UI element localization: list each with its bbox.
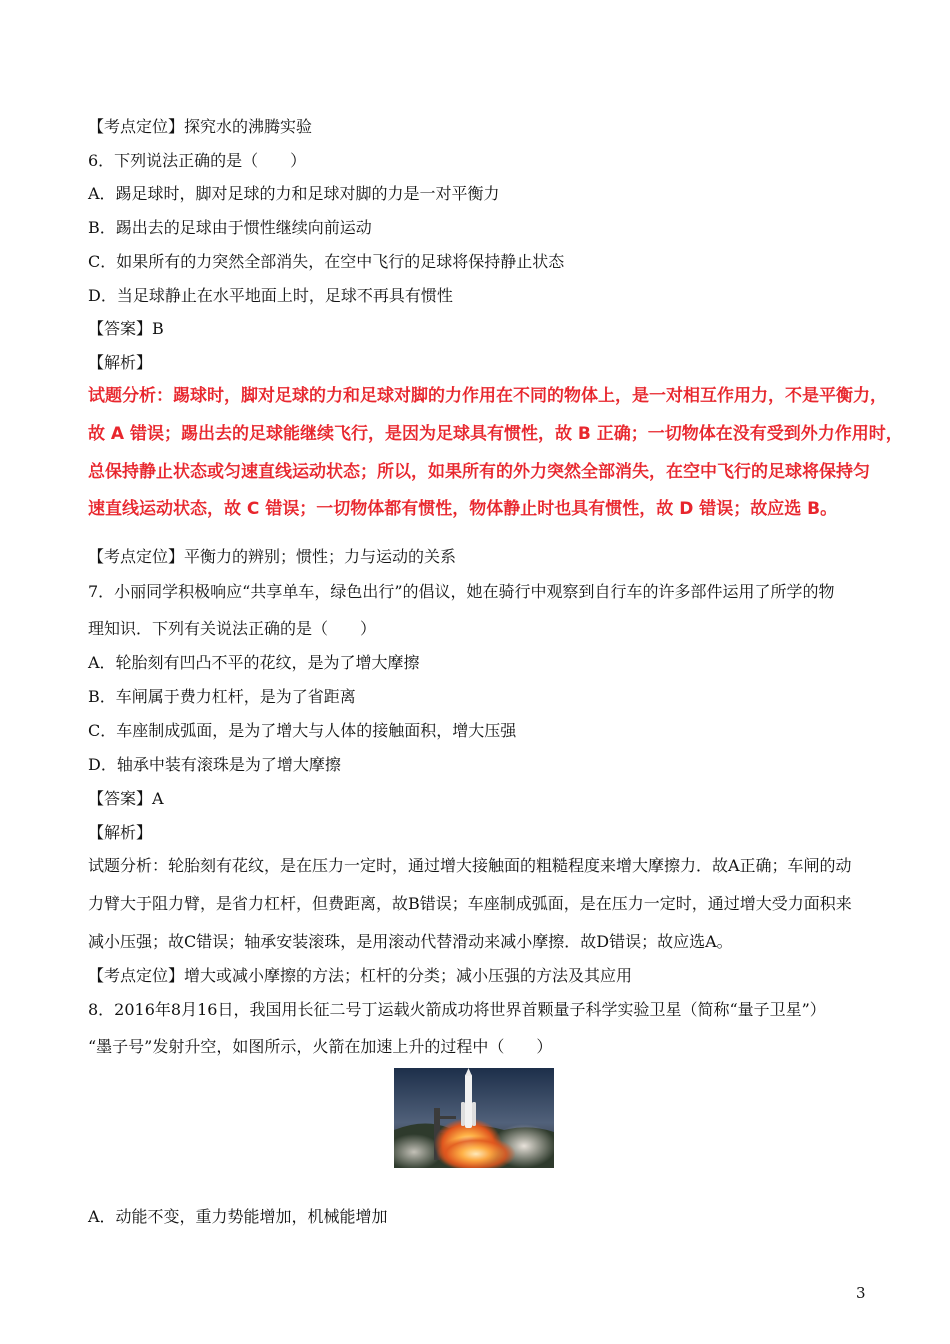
q7-analysis-label: 【解析】 [88, 823, 153, 842]
q6-analysis-line: 速直线运动状态，故 C 错误；一切物体都有惯性，物体静止时也具有惯性，故 D 错误；故应选 B。 [88, 499, 838, 519]
q8-stem-line: 8．2016年8月16日，我国用长征二号丁运载火箭成功将世界首颗量子科学实验卫星（简称“量子卫星”） [88, 1000, 826, 1019]
q6-option-d: D．当足球静止在水平地面上时，足球不再具有惯性 [88, 286, 453, 305]
q7-stem-line: 理知识．下列有关说法正确的是（ ） [88, 619, 377, 638]
q7-stem-line: 7．小丽同学积极响应“共享单车，绿色出行”的倡议，她在骑行中观察到自行车的许多部件运用了所学的物 [88, 582, 835, 601]
q7-option-a: A．轮胎刻有凹凸不平的花纹，是为了增大摩擦 [88, 653, 420, 672]
q7-kaodian: 【考点定位】增大或减小摩擦的方法；杠杆的分类；减小压强的方法及其应用 [88, 966, 633, 985]
q5-kaodian: 【考点定位】探究水的沸腾实验 [88, 117, 313, 136]
q6-analysis-line: 故 A 错误；踢出去的足球能继续飞行，是因为足球具有惯性，故 B 正确；一切物体在没有受到外力作用时， [88, 424, 903, 444]
q6-kaodian: 【考点定位】平衡力的辨别；惯性；力与运动的关系 [88, 547, 457, 566]
page-number: 3 [856, 1284, 866, 1302]
q6-analysis-line: 总保持静止状态或匀速直线运动状态；所以，如果所有的外力突然全部消失，在空中飞行的足球将保持匀 [88, 462, 870, 482]
q8-stem-line: “墨子号”发射升空，如图所示，火箭在加速上升的过程中（ ） [88, 1037, 553, 1056]
q7-option-c: C．车座制成弧面，是为了增大与人体的接触面积，增大压强 [88, 721, 517, 740]
q6-analysis-label: 【解析】 [88, 353, 153, 372]
q6-answer: 【答案】B [88, 319, 164, 338]
q7-analysis-line: 减小压强；故C错误；轴承安装滚珠，是用滚动代替滑动来减小摩擦．故D错误；故应选A。 [88, 932, 733, 951]
rocket-launch-photo [394, 1068, 554, 1168]
q7-analysis-line: 试题分析：轮胎刻有花纹，是在压力一定时，通过增大接触面的粗糙程度来增大摩擦力．故A正确；车闸的动 [88, 856, 852, 875]
q7-option-b: B．车闸属于费力杠杆，是为了省距离 [88, 687, 356, 706]
q7-option-d: D．轴承中装有滚珠是为了增大摩擦 [88, 755, 341, 774]
q6-option-b: B．踢出去的足球由于惯性继续向前运动 [88, 218, 372, 237]
q6-option-c: C．如果所有的力突然全部消失，在空中飞行的足球将保持静止状态 [88, 252, 565, 271]
q6-option-a: A．踢足球时，脚对足球的力和足球对脚的力是一对平衡力 [88, 184, 500, 203]
q6-stem: 6．下列说法正确的是（ ） [88, 151, 307, 170]
q6-analysis-line: 试题分析：踢球时，脚对足球的力和足球对脚的力作用在不同的物体上，是一对相互作用力，不是平衡力， [88, 386, 887, 406]
q8-option-a: A．动能不变，重力势能增加，机械能增加 [88, 1207, 388, 1226]
q7-analysis-line: 力臂大于阻力臂，是省力杠杆，但费距离，故B错误；车座制成弧面，是在压力一定时，通过增大受力面积来 [88, 894, 852, 913]
q7-answer: 【答案】A [88, 789, 164, 808]
